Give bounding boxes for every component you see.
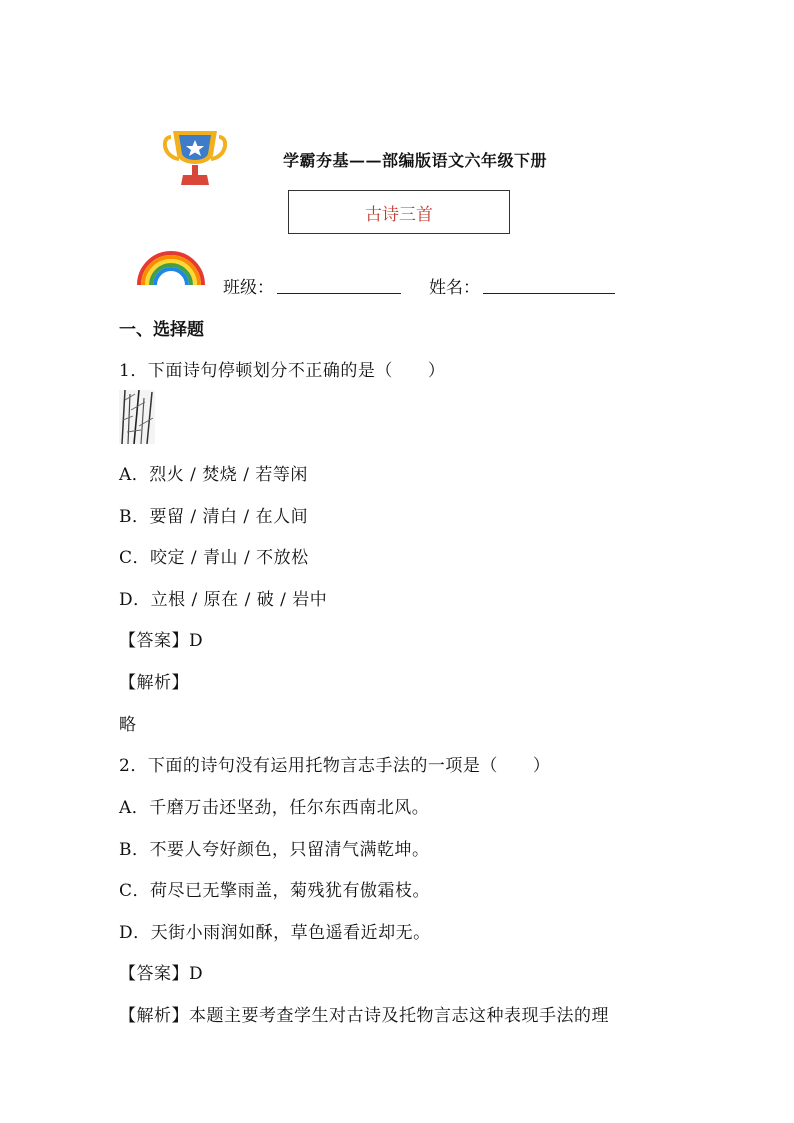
section-title: 一、选择题 bbox=[119, 320, 204, 340]
name-label: 姓名： bbox=[429, 278, 480, 298]
question-1-option-d: D．立根 / 原在 / 破 / 岩中 bbox=[119, 590, 328, 610]
question-1-stem: 1．下面诗句停顿划分不正确的是（ ） bbox=[119, 361, 446, 381]
bamboo-image bbox=[119, 390, 155, 444]
question-2-option-d: D．天街小雨润如酥，草色遥看近却无。 bbox=[119, 923, 431, 943]
question-1-option-b: B．要留 / 清白 / 在人间 bbox=[119, 507, 309, 527]
lesson-title-box bbox=[288, 190, 510, 234]
document-title: 学霸夯基——部编版语文六年级下册 bbox=[283, 151, 548, 170]
question-2-option-c: C．荷尽已无擎雨盖，菊残犹有傲霜枝。 bbox=[119, 881, 431, 901]
question-2-option-a: A．千磨万击还坚劲，任尔东西南北风。 bbox=[119, 798, 430, 818]
name-field[interactable] bbox=[483, 293, 615, 294]
question-1-option-a: A．烈火 / 焚烧 / 若等闲 bbox=[119, 465, 308, 485]
class-field[interactable] bbox=[277, 293, 401, 294]
question-2-stem: 2．下面的诗句没有运用托物言志手法的一项是（ ） bbox=[119, 756, 551, 776]
question-1-analysis: 略 bbox=[119, 715, 137, 735]
question-2-option-b: B．不要人夸好颜色，只留清气满乾坤。 bbox=[119, 840, 430, 860]
question-2-answer: 【答案】D bbox=[119, 964, 204, 984]
question-2-analysis: 【解析】本题主要考查学生对古诗及托物言志这种表现手法的理 bbox=[119, 1006, 609, 1026]
class-label: 班级： bbox=[223, 278, 274, 298]
lesson-title: 古诗三首 bbox=[365, 204, 433, 225]
question-1-analysis-label: 【解析】 bbox=[119, 673, 189, 693]
rainbow-icon bbox=[134, 247, 208, 287]
trophy-icon bbox=[163, 127, 227, 189]
question-1-option-c: C．咬定 / 青山 / 不放松 bbox=[119, 548, 309, 568]
question-1-answer: 【答案】D bbox=[119, 631, 204, 651]
